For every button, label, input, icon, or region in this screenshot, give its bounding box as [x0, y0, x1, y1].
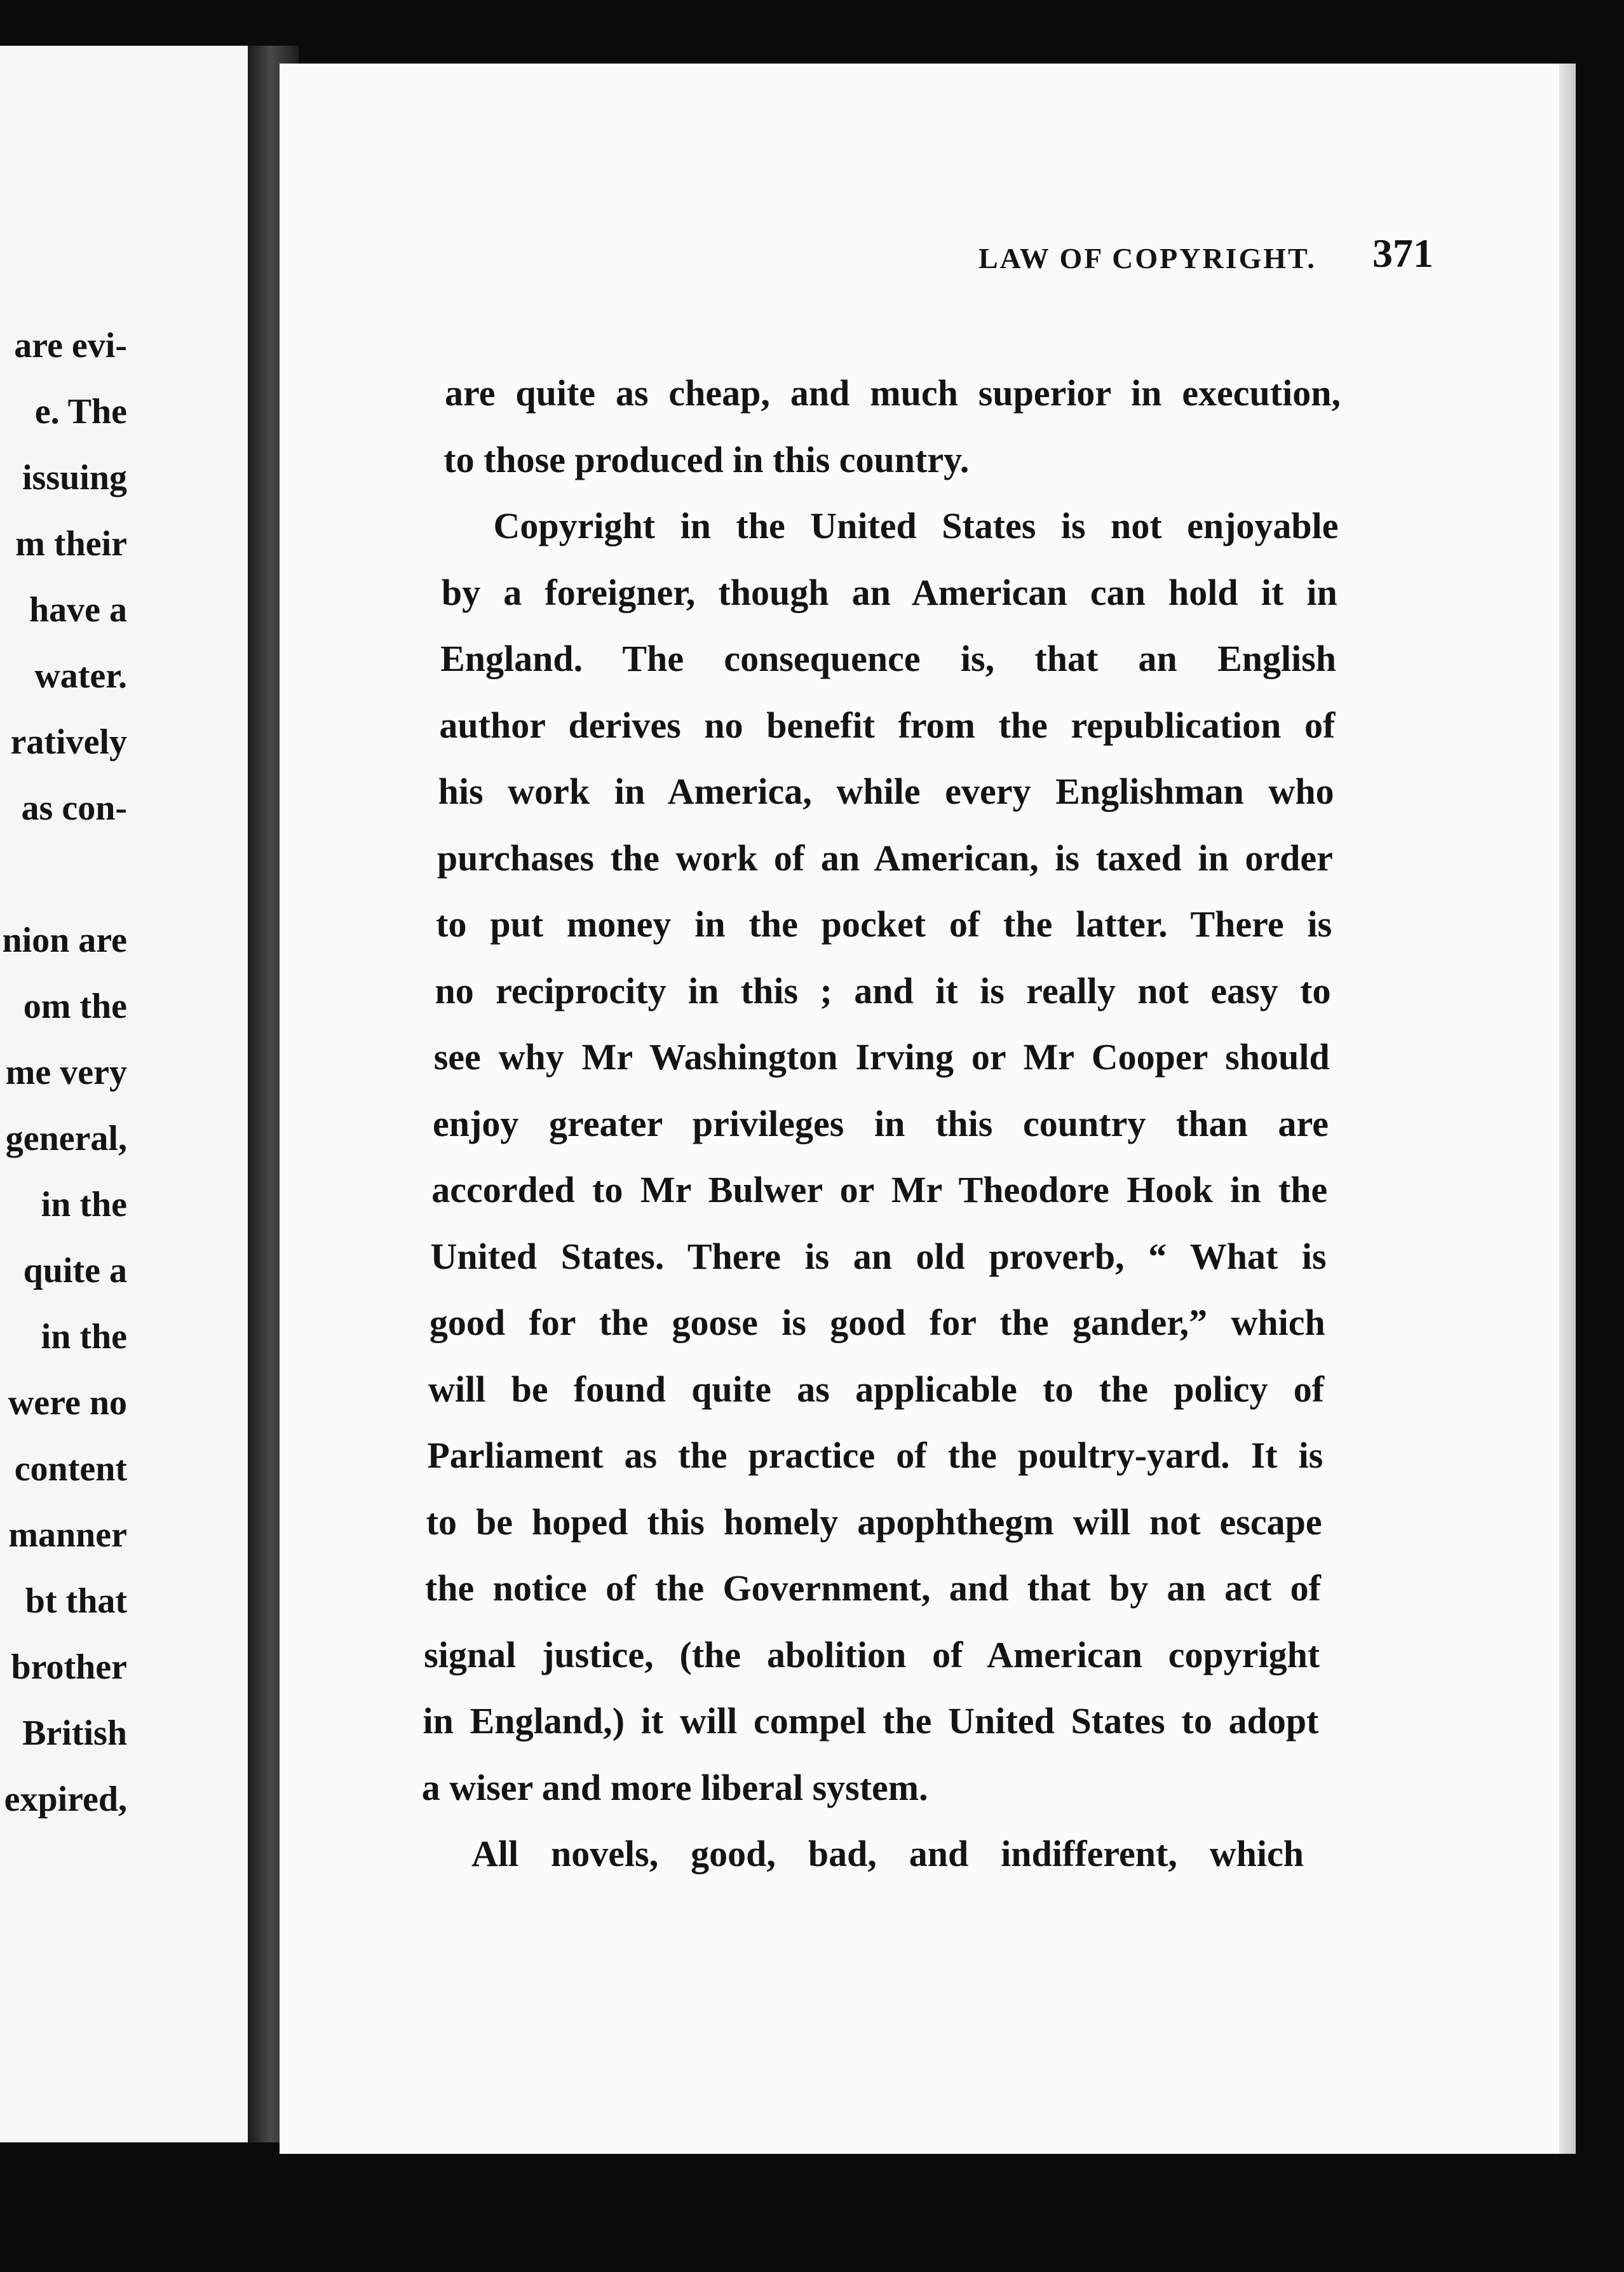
facing-page-line: expired,: [4, 1780, 127, 1819]
page-edge: [1559, 64, 1576, 2154]
text-line: his work in America, while every Englishman who: [438, 771, 1334, 812]
text-line: are quite as cheap, and much superior in execution,: [445, 372, 1341, 414]
facing-page-line: British: [22, 1714, 127, 1753]
text-line: enjoy greater privileges in this country than are: [433, 1102, 1329, 1144]
text-line: the notice of the Government, and that by an act of: [424, 1567, 1321, 1609]
facing-page-line: m their: [15, 524, 127, 564]
facing-page-line: quite a: [23, 1251, 127, 1290]
facing-page-line: content: [14, 1449, 127, 1489]
text-line: to be hoped this homely apophthegm will not escape: [426, 1501, 1322, 1543]
text-line: to those produced in this country.: [443, 438, 970, 480]
facing-page-line: water.: [34, 656, 127, 696]
facing-page-line: issuing: [22, 458, 127, 497]
facing-page: [0, 46, 248, 2142]
facing-page-line: general,: [5, 1119, 127, 1158]
text-line: Copyright in the United States is not enjoyable: [493, 505, 1339, 546]
text-line: a wiser and more liberal system.: [421, 1766, 928, 1808]
text-line: England. The consequence is, that an English: [440, 638, 1337, 679]
running-head: LAW OF COPYRIGHT.: [978, 242, 1316, 274]
text-line: All novels, good, bad, and indifferent, which: [471, 1833, 1304, 1874]
text-line: purchases the work of an American, is taxed in order: [436, 837, 1333, 879]
text-line: United States. There is an old proverb, “ What is: [430, 1235, 1327, 1277]
facing-page-line: e. The: [34, 392, 127, 431]
facing-page-line: have a: [29, 590, 127, 630]
text-line: no reciprocity in this ; and it is really not easy to: [435, 970, 1331, 1011]
text-line: Parliament as the practice of the poultry-yard. It is: [427, 1435, 1323, 1476]
text-line: accorded to Mr Bulwer or Mr Theodore Hook in the: [431, 1169, 1328, 1210]
text-line: will be found quite as applicable to the policy of: [428, 1368, 1325, 1410]
text-line: author derives no benefit from the republication of: [439, 704, 1336, 746]
text-line: to put money in the pocket of the latter. There is: [436, 903, 1332, 945]
book-page: [280, 64, 1576, 2154]
facing-page-line: are evi-: [14, 326, 127, 365]
text-line: good for the goose is good for the gander,” which: [429, 1302, 1325, 1343]
text-line: by a foreigner, though an American can hold it in: [441, 571, 1337, 613]
text-line: signal justice, (the abolition of American copyright: [424, 1633, 1320, 1675]
text-line: see why Mr Washington Irving or Mr Cooper should: [433, 1036, 1330, 1078]
facing-page-line: as con-: [21, 788, 127, 828]
page-number: 371: [1372, 231, 1433, 276]
facing-page-line: in the: [41, 1185, 127, 1224]
facing-page-line: brother: [11, 1647, 127, 1687]
facing-page-line: ratively: [10, 722, 127, 762]
facing-page-line: in the: [41, 1317, 127, 1356]
page-body-text: [280, 64, 1576, 2154]
facing-page-line: bt that: [25, 1581, 127, 1621]
facing-page-line: manner: [8, 1515, 127, 1555]
facing-page-line: me very: [5, 1053, 127, 1092]
facing-page-line: om the: [23, 987, 127, 1026]
facing-page-line: nion are: [2, 921, 127, 960]
facing-page-line: were no: [8, 1383, 127, 1423]
text-line: in England,) it will compel the United States to adopt: [423, 1700, 1319, 1741]
